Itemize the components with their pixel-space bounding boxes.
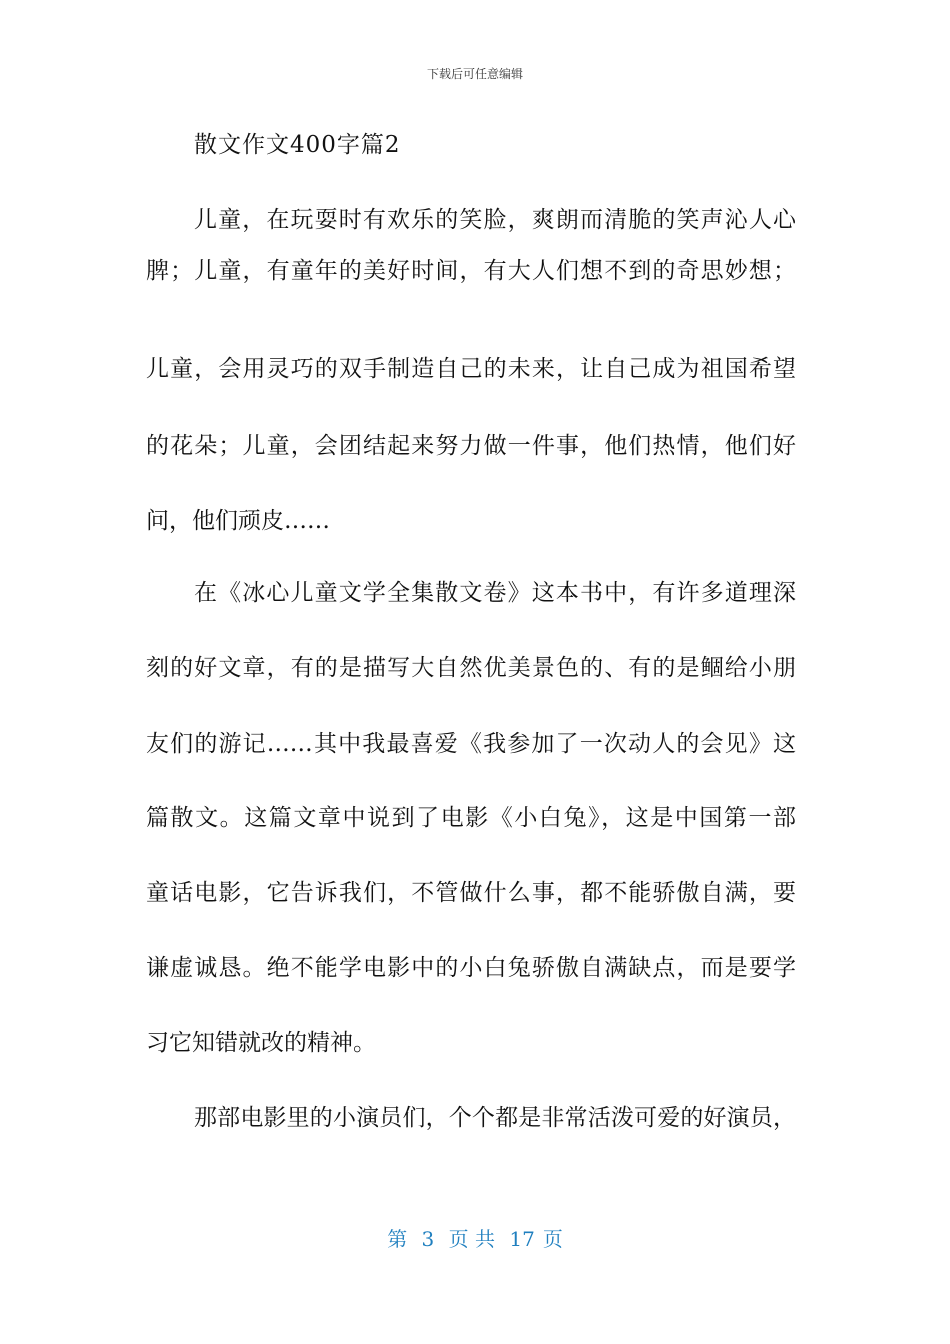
paragraph-line: 童话电影，它告诉我们，不管做什么事，都不能骄傲自满，要 (146, 880, 796, 906)
current-page-number: 3 (421, 1227, 435, 1251)
footer-suffix: 页 (542, 1227, 563, 1251)
paragraph-line: 篇散文。这篇文章中说到了电影《小白兔》，这是中国第一部 (146, 805, 796, 831)
paragraph-line: 儿童，会用灵巧的双手制造自己的未来，让自己成为祖国希望 (146, 356, 796, 382)
paragraph-line: 的花朵；儿童，会团结起来努力做一件事，他们热情，他们好 (146, 433, 796, 459)
paragraph-line: 儿童，在玩耍时有欢乐的笑脸，爽朗而清脆的笑声沁人心 (194, 207, 796, 233)
paragraph-line: 谦虚诚恳。绝不能学电影中的小白兔骄傲自满缺点，而是要学 (146, 955, 796, 981)
essay-title: 散文作文400字篇2 (194, 132, 401, 158)
paragraph-line: 刻的好文章，有的是描写大自然优美景色的、有的是鲴给小朋 (146, 655, 796, 681)
paragraph-line: 习它知错就改的精神。 (146, 1030, 376, 1056)
footer-middle: 页 共 (448, 1227, 495, 1251)
paragraph-line: 那部电影里的小演员们，个个都是非常活泼可爱的好演员， (194, 1105, 796, 1131)
footer-prefix: 第 (387, 1227, 408, 1251)
page-footer (0, 1226, 950, 1252)
page-header: 下载后可任意编辑 (426, 67, 523, 81)
paragraph-line: 问，他们顽皮…… (146, 508, 330, 534)
total-pages: 17 (509, 1227, 535, 1251)
paragraph-line: 友们的游记……其中我最喜爱《我参加了一次动人的会见》这 (146, 731, 796, 757)
paragraph-line: 脾；儿童，有童年的美好时间，有大人们想不到的奇思妙想； (146, 258, 796, 284)
paragraph-line: 在《冰心儿童文学全集散文卷》这本书中，有许多道理深 (194, 580, 796, 606)
